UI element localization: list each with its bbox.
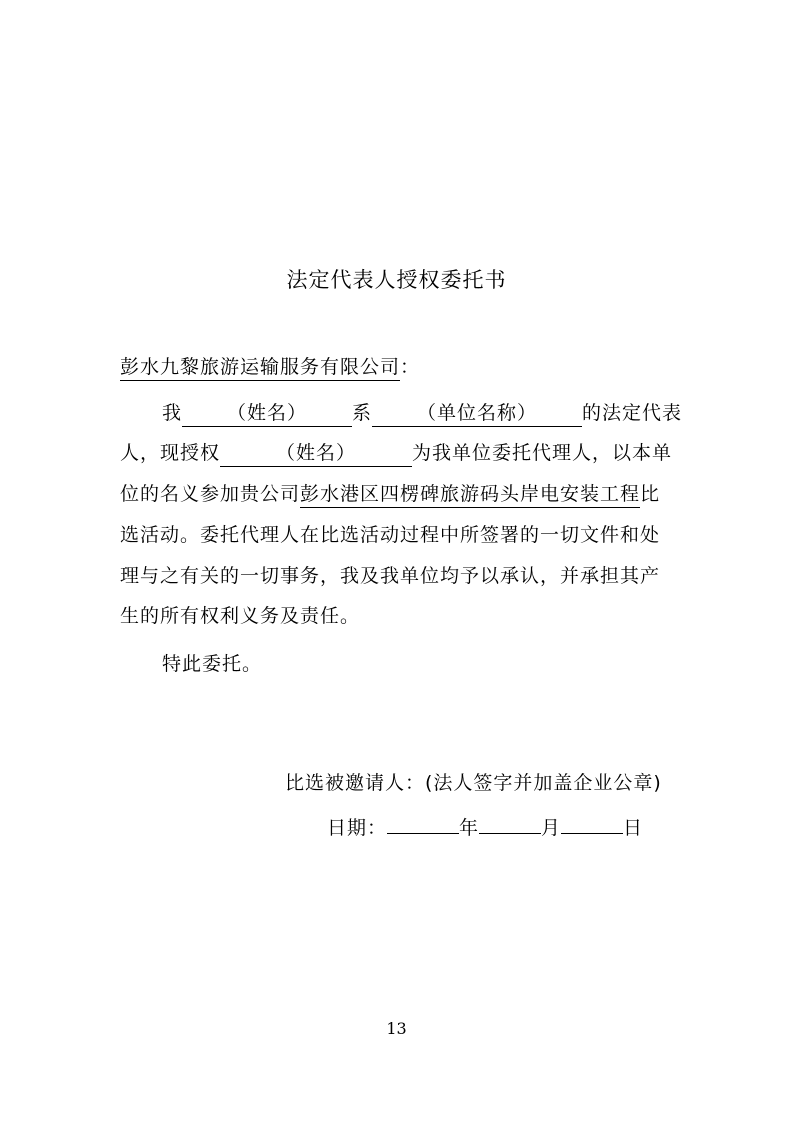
- text-authorize: 人，现授权: [120, 442, 221, 464]
- month-label: 月: [541, 817, 562, 839]
- paragraph-line-6: 生的所有权利义务及责任。: [120, 605, 361, 627]
- agent-name-placeholder-field: （姓名）: [220, 440, 412, 467]
- recipient-colon: ：: [400, 356, 421, 378]
- paragraph-line-5: 理与之有关的一切事务，我及我单位均予以承认，并承担其产: [120, 565, 661, 587]
- text-agent: 为我单位委托代理人，以本单: [412, 442, 673, 464]
- text-participate: 位的名义参加贵公司: [120, 483, 301, 505]
- signature-label: 比选被邀请人：(法人签字并加盖企业公章): [285, 772, 662, 794]
- page-number: 13: [386, 1019, 407, 1038]
- name-placeholder-field: （姓名）: [182, 400, 352, 427]
- month-blank: [479, 813, 541, 834]
- paragraph-line-1: [162, 400, 682, 427]
- unit-placeholder-field: （单位名称）: [372, 400, 582, 427]
- text-me: 我: [162, 402, 183, 424]
- paragraph-line-3: [120, 481, 660, 508]
- year-blank: [387, 813, 459, 834]
- date-label: 日期：: [327, 817, 388, 839]
- paragraph-line-2: [120, 440, 672, 467]
- text-legal-rep: 的法定代表: [582, 402, 683, 424]
- day-label: 日: [623, 817, 644, 839]
- recipient-line: [120, 354, 420, 381]
- day-blank: [561, 813, 623, 834]
- text-is: 系: [352, 402, 373, 424]
- closing-text: 特此委托。: [162, 653, 263, 675]
- text-bi: 比: [640, 483, 661, 505]
- year-label: 年: [459, 817, 480, 839]
- project-name: 彭水港区四楞碑旅游码头岸电安装工程: [300, 481, 640, 508]
- date-line: [327, 813, 643, 841]
- document-title: 法定代表人授权委托书: [286, 268, 507, 292]
- paragraph-line-4: 选活动。委托代理人在比选活动过程中所签署的一切文件和处: [120, 524, 661, 546]
- recipient-company: 彭水九黎旅游运输服务有限公司: [120, 354, 400, 381]
